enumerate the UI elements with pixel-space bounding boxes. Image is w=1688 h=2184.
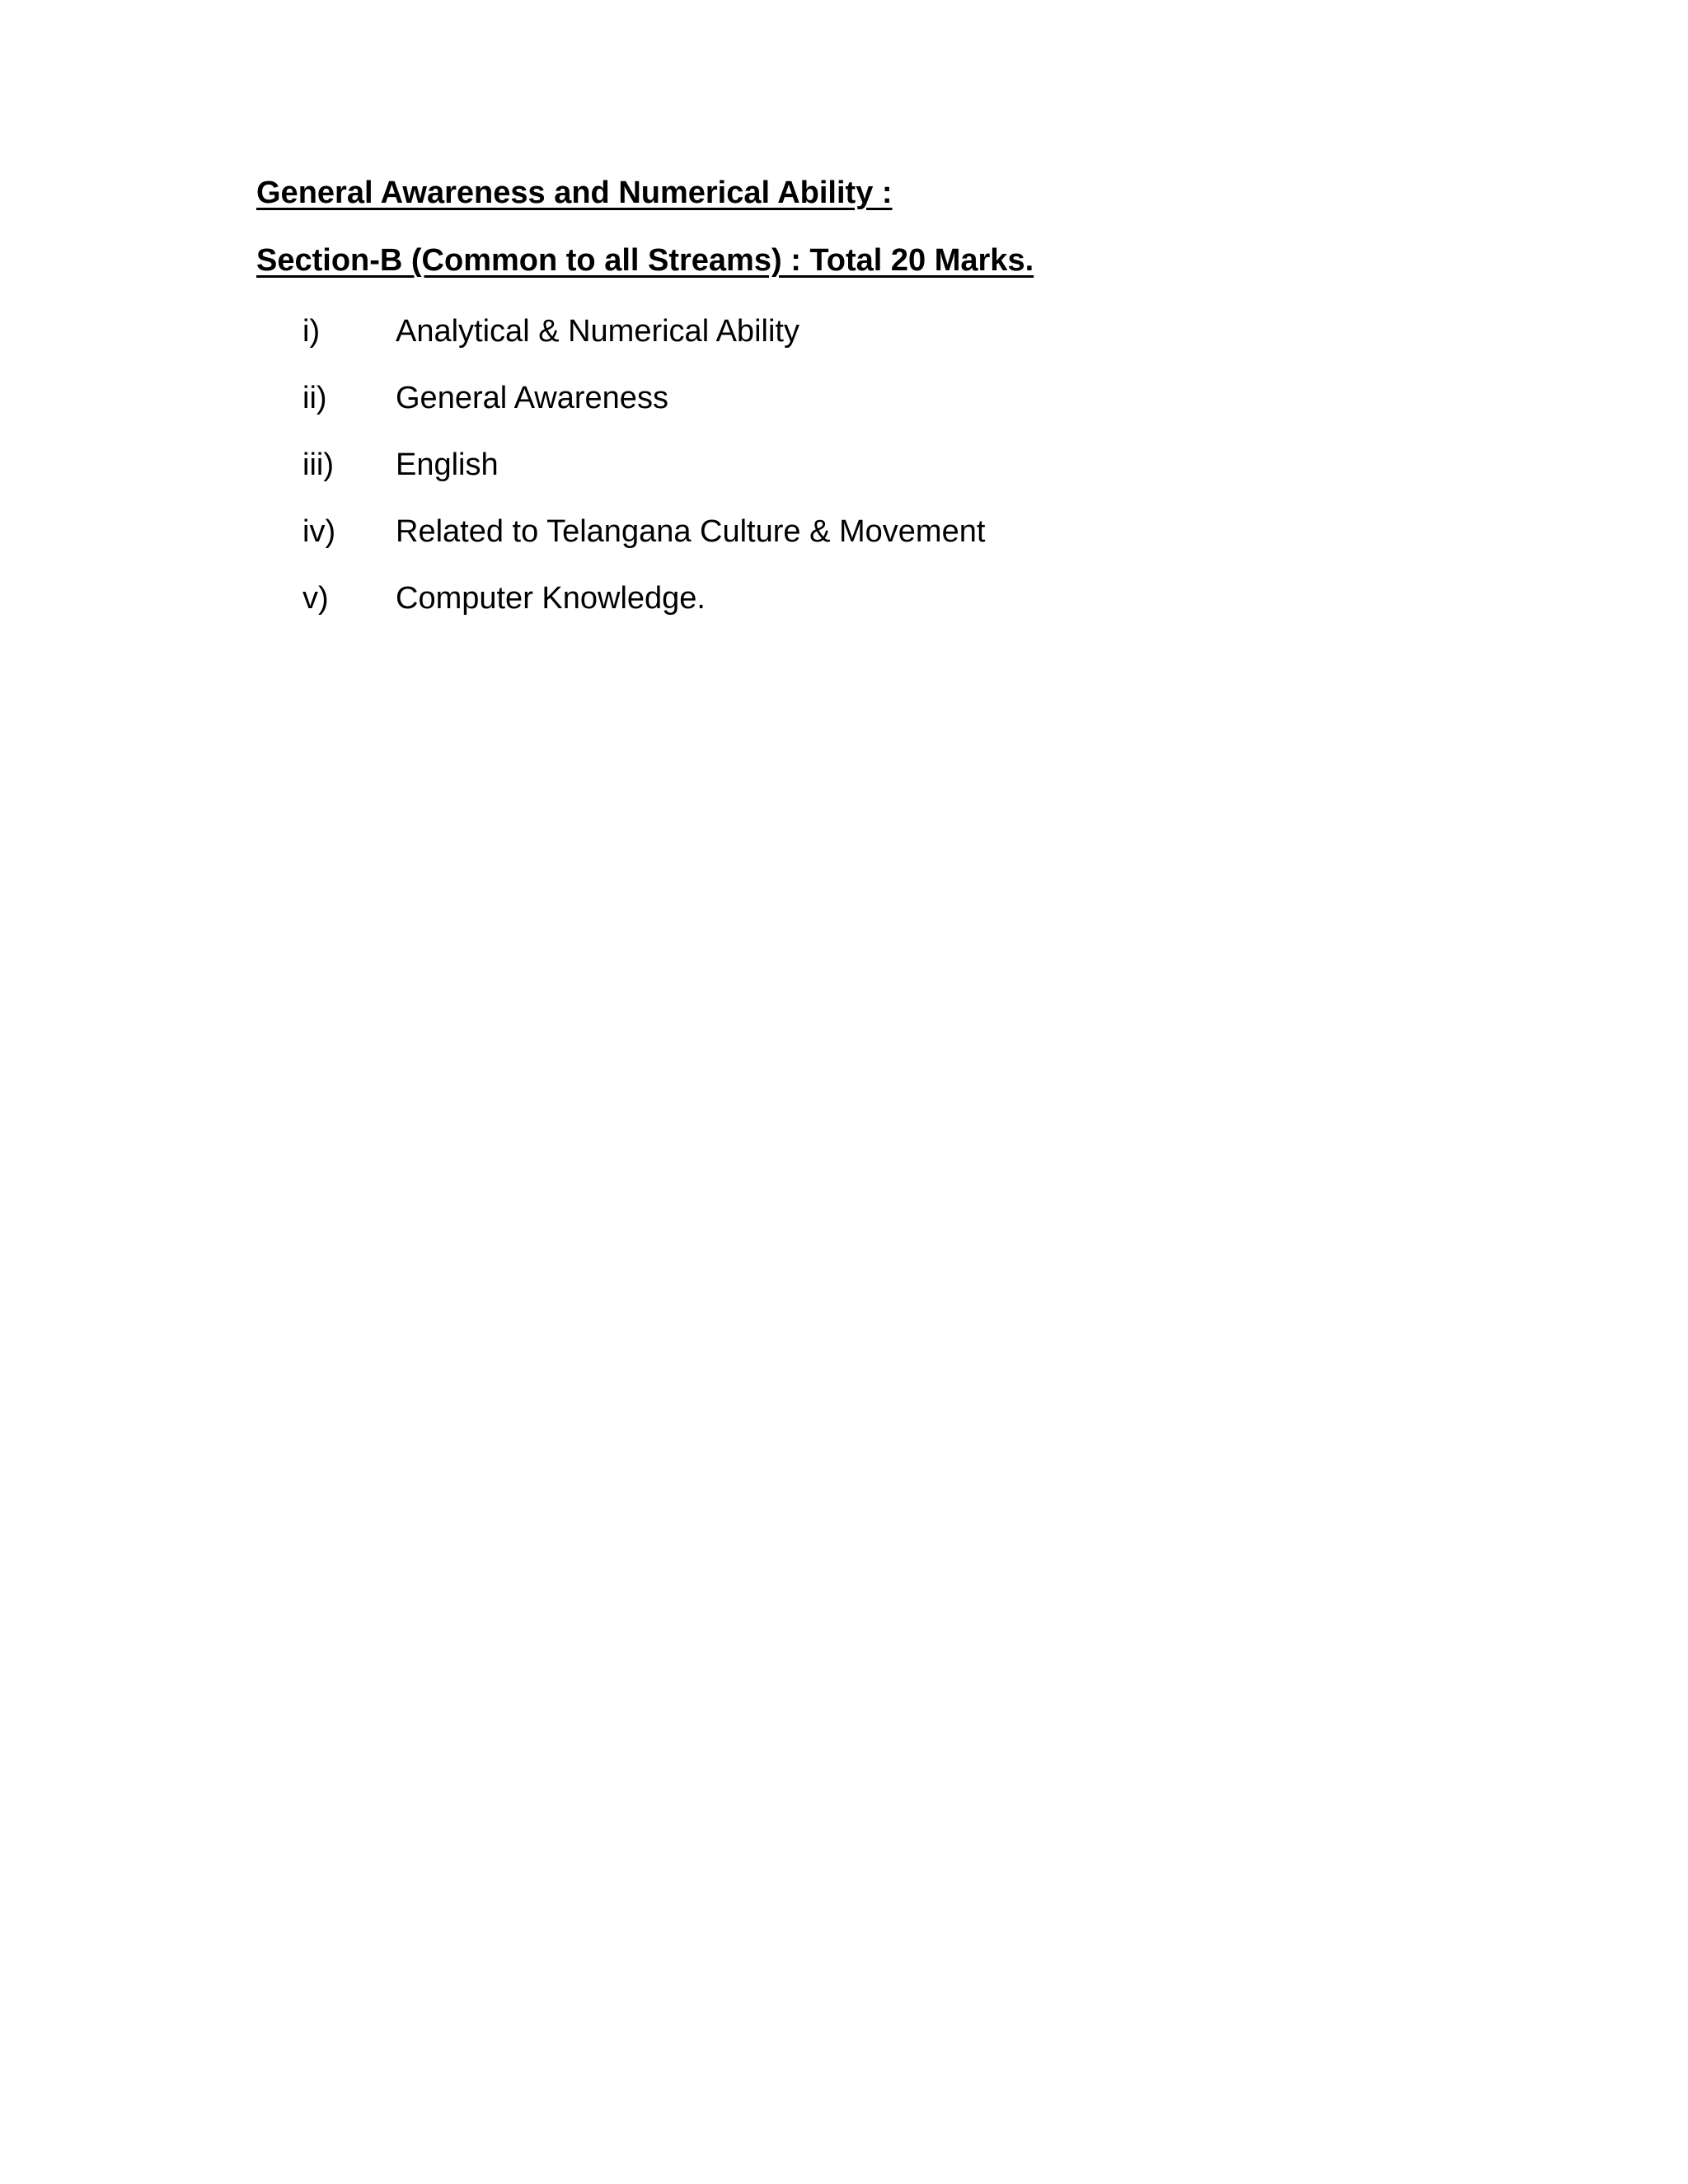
list-item-number: iii) [302,448,334,482]
list-item-text: Computer Knowledge. [396,581,706,616]
document-title: General Awareness and Numerical Ability : [256,176,893,210]
list-item-text: General Awareness [396,381,668,415]
list-item-number: ii) [302,381,327,415]
list-item-number: i) [302,314,321,349]
list-item-text: Analytical & Numerical Ability [396,314,799,349]
list-item-number: iv) [302,514,336,549]
list-item-text: Related to Telangana Culture & Movement [396,514,986,549]
list-item-number: v) [302,581,329,616]
section-heading: Section-B (Common to all Streams) : Total 20 Marks. [256,243,1034,278]
list-item-text: English [396,448,499,482]
